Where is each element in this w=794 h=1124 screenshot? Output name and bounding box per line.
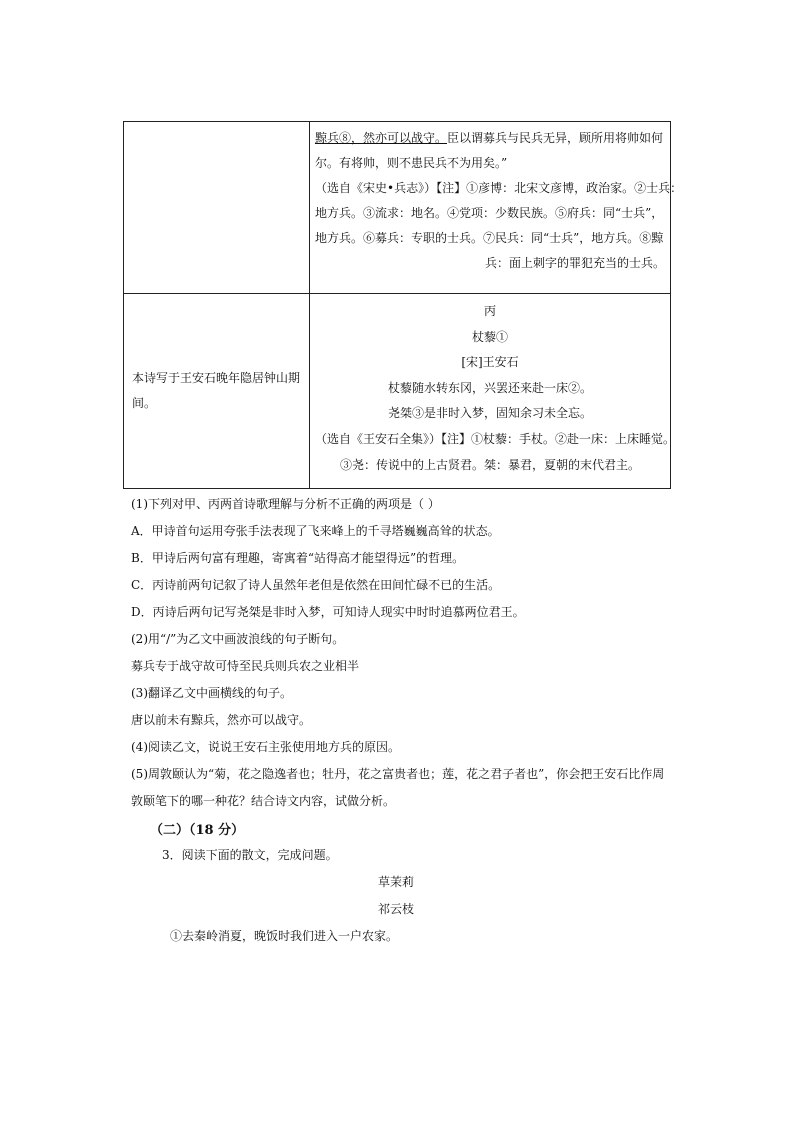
excerpt-line: 臣以谓募兵与民兵无异，顾所用将帅如何 <box>447 131 664 145</box>
excerpt-note-line: 地方兵。⑥募兵：专职的士兵。⑦民兵：同“士兵”，地方兵。⑧黥 <box>315 231 664 245</box>
poem-author: [宋]王安石 <box>461 355 519 370</box>
question-4: (4)阅读乙文，说说王安石主张使用地方兵的原因。 <box>131 740 400 754</box>
question-3-prompt: 3．阅读下面的散文，完成问题。 <box>162 848 338 862</box>
poem-note: （选自《王安石全集》）【注】①杖藜：手杖。②赴一床：上床睡觉。 <box>315 431 676 446</box>
background-note: 本诗写于王安石晚年隐居钟山期间。 <box>132 371 301 410</box>
question-1: (1)下列对甲、丙两首诗歌理解与分析不正确的两项是（ ） <box>131 497 440 511</box>
question-3: (3)翻译乙文中画横线的句子。 <box>131 686 292 700</box>
excerpt-note-line: 地方兵。③流求：地名。④党项：少数民族。⑤府兵：同“士兵”， <box>315 206 664 220</box>
poem-line: 杖藜随水转东冈，兴罢还来赴一床②。 <box>387 380 592 395</box>
table-row-divider <box>124 293 670 294</box>
poem-bing <box>315 299 676 478</box>
poem-label: 丙 <box>483 304 496 318</box>
essay-paragraph-1: ①去秦岭消夏，晚饭时我们进入一户农家。 <box>170 929 399 943</box>
question-2-text: 募兵专于战守故可恃至民兵则兵农之业相半 <box>131 659 360 673</box>
table-column-divider <box>309 122 310 488</box>
option-b: B．甲诗后两句富有理趣，寄寓着“站得高才能望得远”的哲理。 <box>131 551 465 565</box>
question-2: (2)用“/”为乙文中画波浪线的句子断句。 <box>131 632 345 646</box>
question-5-line2: 敦颐笔下的哪一种花？结合诗文内容，试做分析。 <box>131 794 396 808</box>
question-3-text: 唐以前未有黥兵，然亦可以战守。 <box>131 713 312 727</box>
underlined-sentence-end: 黥兵⑧，然亦可以战守。 <box>315 131 448 145</box>
excerpt-note-line: 兵：面上刺字的罪犯充当的士兵。 <box>484 256 665 270</box>
option-a: A．甲诗首句运用夸张手法表现了飞来峰上的千寻塔巍巍高耸的状态。 <box>131 524 500 538</box>
excerpt-yi-text <box>315 126 683 276</box>
essay-author: 祁云枝 <box>378 902 415 916</box>
option-d: D．丙诗后两句记写尧桀是非时入梦，可知诗人现实中时时追慕两位君王。 <box>131 605 525 619</box>
section-heading: （二）（18 分） <box>150 823 245 838</box>
question-5-line1: (5)周敦颐认为“菊，花之隐逸者也；牡丹，花之富贵者也；莲，花之君子者也”，你会把王安石比作周 <box>131 767 665 781</box>
reading-table <box>123 121 683 489</box>
essay-title: 草茉莉 <box>378 875 415 889</box>
poem-note: ③尧：传说中的上古贤君。桀：暴君，夏朝的末代君主。 <box>339 457 640 472</box>
option-c: C．丙诗前两句记叙了诗人虽然年老但是依然在田间忙碌不已的生活。 <box>131 578 501 592</box>
excerpt-line: 尔。有将帅，则不患民兵不为用矣。” <box>315 156 508 170</box>
poem-title: 杖藜① <box>471 329 508 344</box>
poem-line: 尧桀③是非时入梦，固知余习未全忘。 <box>387 406 592 421</box>
excerpt-note-line: （选自《宋史•兵志》）【注】①彦博：北宋文彦博，政治家。②士兵： <box>315 181 683 195</box>
